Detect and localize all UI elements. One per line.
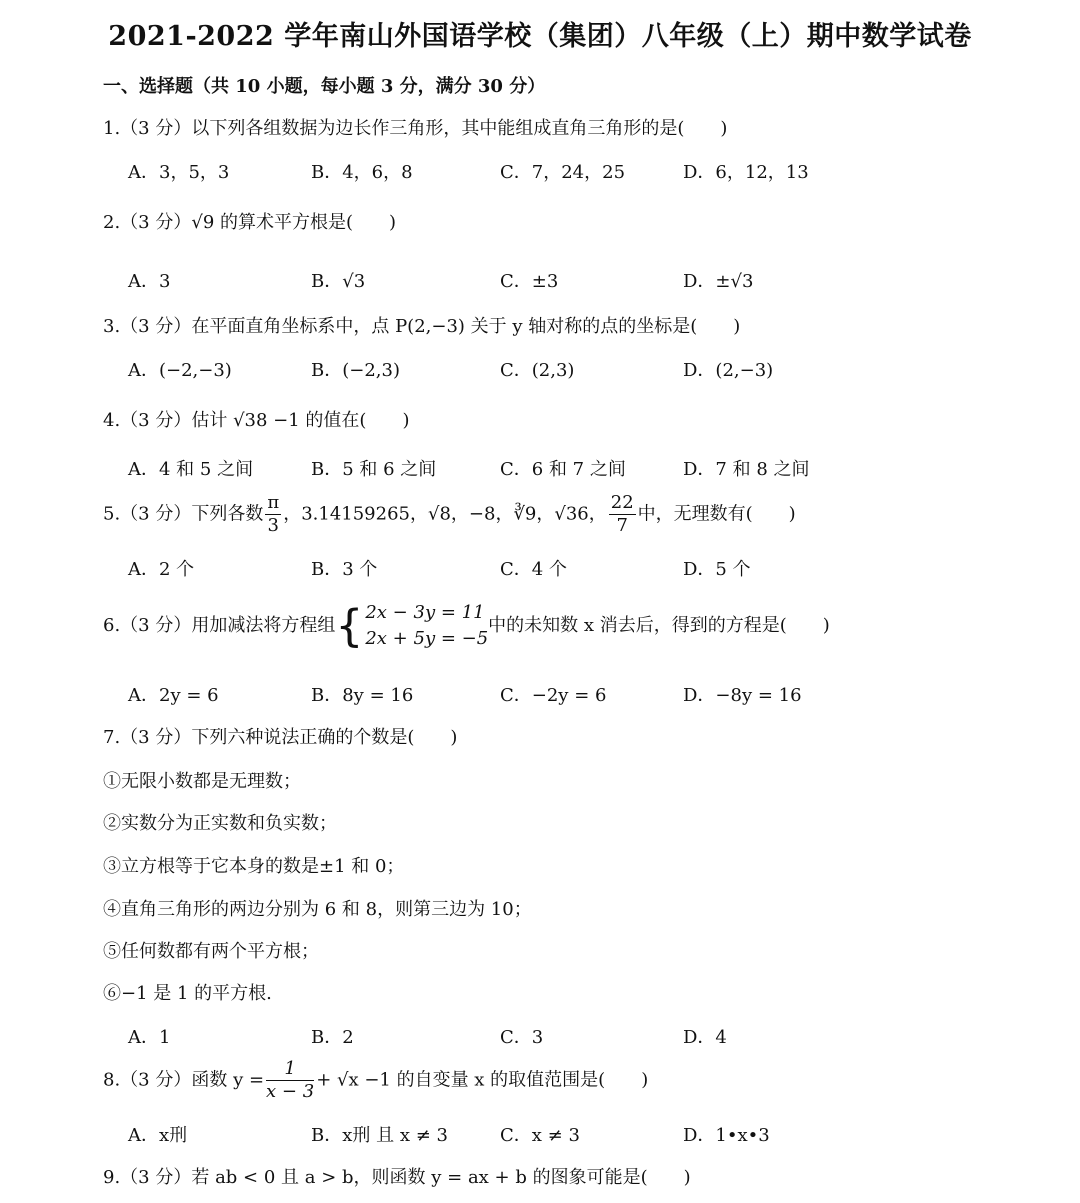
question-9-stem: 9.（3 分）若 ab < 0 且 a > b，则函数 y = ax + b 的图象可能是( )	[103, 1167, 691, 1188]
question-7-stem: 7.（3 分）下列六种说法正确的个数是( )	[103, 727, 458, 748]
section-heading: 一、选择题（共 10 小题，每小题 3 分，满分 30 分）	[103, 76, 546, 97]
question-2-option-a: A．3	[128, 271, 171, 292]
statement-5: ⑤任何数都有两个平方根；	[103, 941, 319, 962]
statement-1: ①无限小数都是无理数；	[103, 771, 301, 792]
statement-2: ②实数分为正实数和负实数；	[103, 813, 337, 834]
question-5-option-a: A．2 个	[128, 559, 195, 580]
question-2-stem: 2.（3 分）√9 的算术平方根是( )	[103, 212, 397, 233]
question-4-option-c: C．6 和 7 之间	[500, 459, 626, 480]
question-5-option-c: C．4 个	[500, 559, 567, 580]
question-2-option-d: D．±√3	[683, 271, 754, 292]
question-8-option-b: B．x刑 且 x ≠ 3	[311, 1125, 448, 1146]
question-1-option-c: C．7，24，25	[500, 162, 626, 183]
question-8-prefix: 8.（3 分）函数 y =	[103, 1069, 265, 1091]
question-2-option-c: C．±3	[500, 271, 559, 292]
question-6-option-a: A．2y = 6	[128, 685, 219, 706]
function-fraction: $\frac{1}{x - 3}$	[266, 1058, 315, 1102]
question-6-option-b: B．8y = 16	[311, 685, 414, 706]
statement-6: ⑥−1 是 1 的平方根.	[103, 983, 272, 1004]
question-4-stem: 4.（3 分）估计 √38 −1 的值在( )	[103, 410, 410, 431]
question-7-option-b: B．2	[311, 1027, 354, 1048]
question-3-stem: 3.（3 分）在平面直角坐标系中，点 P(2,−3) 关于 y 轴对称的点的坐标是( )	[103, 316, 741, 337]
question-1-option-b: B．4，6，8	[311, 162, 413, 183]
question-6-prefix: 6.（3 分）用加减法将方程组	[103, 615, 336, 636]
question-8-stem	[103, 1058, 648, 1103]
question-1-stem: 1.（3 分）以下列各组数据为边长作三角形，其中能组成直角三角形的是( )	[103, 118, 728, 139]
question-4-option-d: D．7 和 8 之间	[683, 459, 810, 480]
question-8-option-d: D．1•x•3	[683, 1125, 770, 1146]
question-8-option-c: C．x ≠ 3	[500, 1125, 580, 1146]
pi-over-3-fraction: $\frac{\pi}{3}$	[267, 492, 280, 536]
question-4-option-a: A．4 和 5 之间	[128, 459, 254, 480]
22-over-7-fraction: $\frac{22}{7}$	[610, 492, 634, 536]
question-5-prefix: 5.（3 分）下列各数	[103, 503, 264, 525]
exam-title: 2021-2022 学年南山外国语学校（集团）八年级（上）期中数学试卷	[108, 21, 972, 52]
question-3-option-b: B．(−2,3)	[311, 360, 400, 381]
question-5-option-d: D．5 个	[683, 559, 751, 580]
question-5-number-list: ，3.14159265，√8，−8，∛9，√36，	[283, 503, 607, 525]
question-5-suffix: 中，无理数有( )	[637, 503, 796, 525]
left-brace: {	[335, 600, 364, 652]
statement-4: ④直角三角形的两边分别为 6 和 8，则第三边为 10；	[103, 899, 532, 920]
question-8-option-a: A．x刑	[128, 1125, 188, 1146]
question-7-option-d: D．4	[683, 1027, 727, 1048]
question-1-option-d: D．6，12，13	[683, 162, 809, 183]
question-6-stem	[103, 600, 830, 652]
question-2-option-b: B．√3	[311, 271, 366, 292]
question-5-option-b: B．3 个	[311, 559, 378, 580]
question-5-stem	[103, 492, 796, 537]
question-6-suffix: 中的未知数 x 消去后，得到的方程是( )	[488, 615, 830, 636]
question-1-option-a: A．3，5，3	[128, 162, 230, 183]
statement-3: ③立方根等于它本身的数是±1 和 0；	[103, 856, 405, 877]
question-3-option-c: C．(2,3)	[500, 360, 575, 381]
equation-system: 2x − 3y = 11 2x + 5y = −5	[365, 602, 489, 649]
question-8-suffix: + √x −1 的自变量 x 的取值范围是( )	[316, 1069, 649, 1091]
question-3-option-a: A．(−2,−3)	[128, 360, 232, 381]
question-3-option-d: D．(2,−3)	[683, 360, 774, 381]
question-6-option-c: C．−2y = 6	[500, 685, 607, 706]
question-7-option-c: C．3	[500, 1027, 544, 1048]
question-6-option-d: D．−8y = 16	[683, 685, 802, 706]
question-4-option-b: B．5 和 6 之间	[311, 459, 437, 480]
question-7-option-a: A．1	[128, 1027, 171, 1048]
